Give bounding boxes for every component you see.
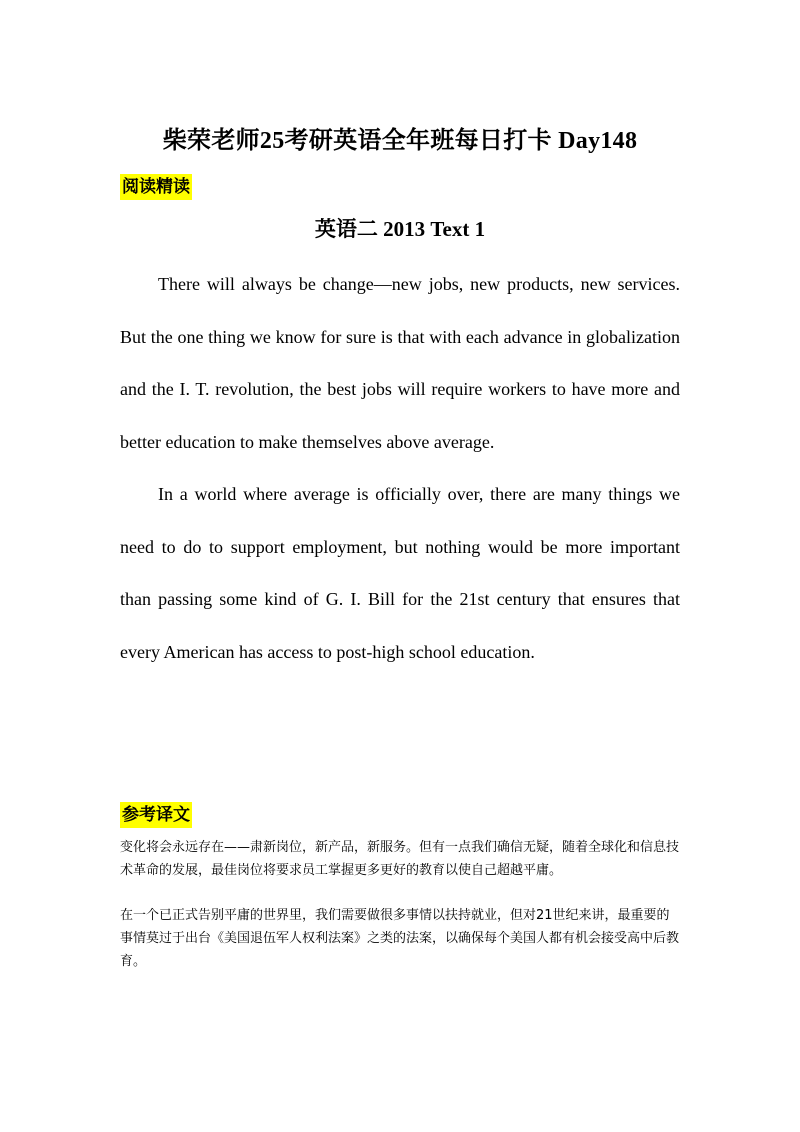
section-tag-translation: 参考译文 — [120, 802, 192, 828]
translation-paragraph-1: 变化将会永远存在——肃新岗位，新产品，新服务。但有一点我们确信无疑，随着全球化和信息技术革命的发展，最佳岗位将要求员工掌握更多更好的教育以使自己超越平庸。 — [120, 840, 680, 878]
article-paragraph-1: There will always be change—new jobs, new products, new services. But the one thing we know for sure is that with each advance in globalization and the I. T. revolution, the best jobs will require workers to have more and better education to make themselves above average. — [120, 274, 680, 452]
text-title: 英语二 2013 Text 1 — [314, 217, 486, 241]
article-body — [120, 258, 680, 678]
page-title: 柴荣老师25考研英语全年班每日打卡 Day148 — [162, 128, 638, 154]
section-tag-reading: 阅读精读 — [120, 174, 192, 200]
article-paragraph-2: In a world where average is officially over, there are many things we need to do to support employment, but nothing would be more important than passing some kind of G. I. Bill for the 21st century that ensures that every American has access to post-high school education. — [120, 484, 680, 662]
translation-paragraph-2: 在一个已正式告别平庸的世界里，我们需要做很多事情以扶持就业，但对21世纪来讲，最重要的事情莫过于出台《美国退伍军人权利法案》之类的法案，以确保每个美国人都有机会接受高中后教育。 — [120, 908, 680, 969]
